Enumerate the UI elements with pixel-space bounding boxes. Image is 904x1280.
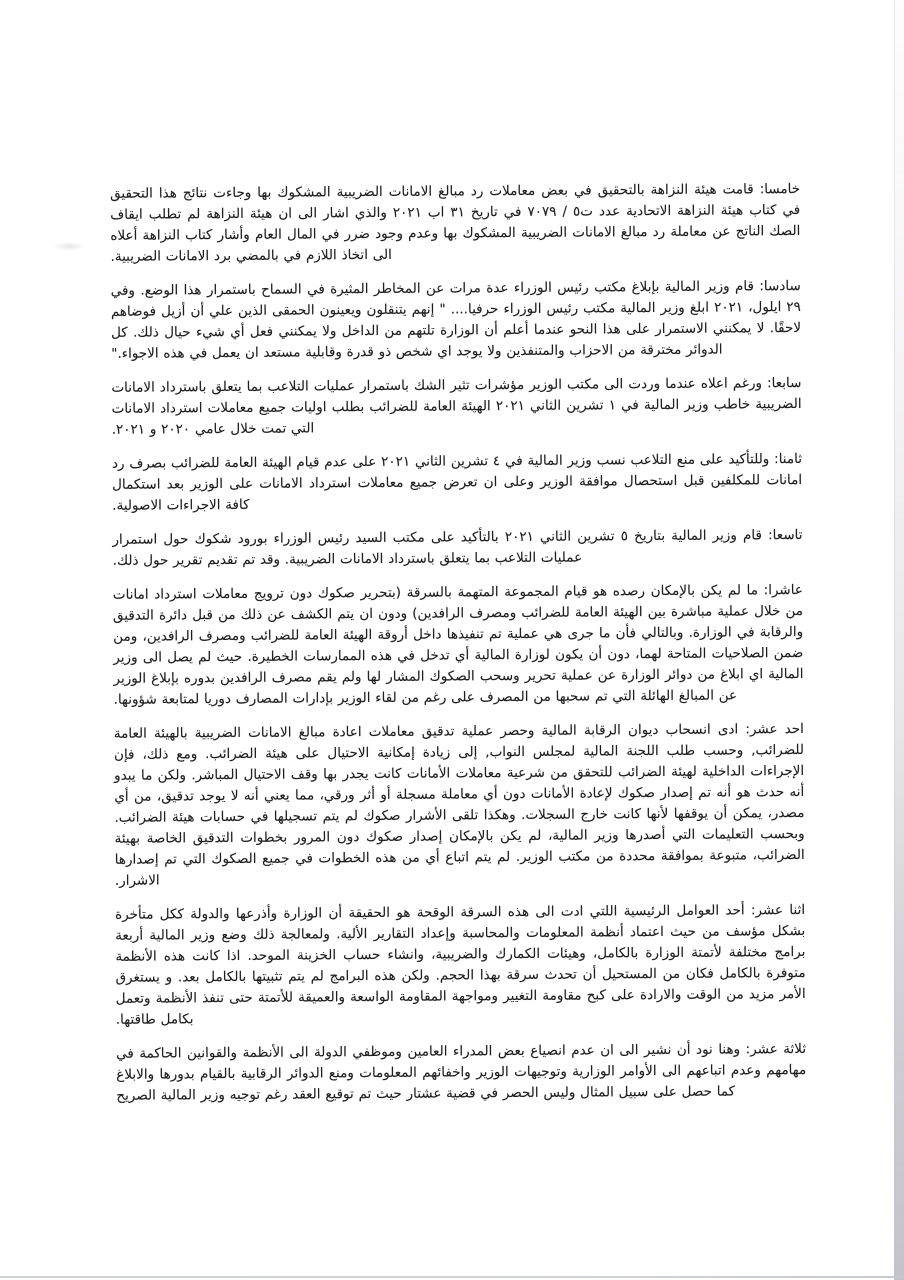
paragraph-body: وهنا نود أن نشير الى ان عدم انصياع بعض المدراء العامين وموظفي الدولة الى الأنظمة والقوانين الحاكمة في مهامهم وعدم اتباعهم الى الأوامر الوزارية وتوجيهات الوزير واخفائهم المعلومات ومنع الدوائر الرقابية بالقيام بدورها والابلاغ كما حصل على سبيل المثال وليس الحصر في قضية عشتار حيث تم توقيع العقد رغم توجيه وزير المالية الصريح [116, 1041, 807, 1104]
paragraph-number-label: خامسا: [759, 180, 801, 198]
paragraph-body: ورغم اعلاه عندما وردت الى مكتب الوزير مؤشرات تثير الشك باستمرار عمليات التلاعب بما يتعلق باسترداد الامانات الضريبية خاطب وزير المالية في ١ تشرين الثاني ٢٠٢١ الهيئة العامة للضرائب بطلب اوليات جميع معاملات استرداد الامانات التي تمت خلال عامي ٢٠٢٠ و ٢٠٢١. [111, 375, 802, 438]
paragraph-body: قامت هيئة النزاهة بالتحقيق في بعض معاملات رد مبالغ الامانات الضريبية المشكوك بها وجاءت نتائج هذا التحقيق في كتاب هيئة النزاهة الاتحادية عدد ت٥ / ٧٠٧٩ في تاريخ ٣١ اب ٢٠٢١ والذي اشار الى ان هيئة النزاهة لم تطلب ايقاف الصك الناتج عن معاملة رد مبالغ الامانات الضريبية المشكوك بها وعدم وجود ضرر في المال العام وأشار كتاب النزاهة أعلاه الى اتخاذ اللازم في بالمضي برد الامانات الضريبية. [110, 181, 801, 265]
paragraph-number-label: تاسعا: [768, 526, 803, 544]
scan-smudge-artifact [52, 242, 86, 251]
paragraph-tenth [113, 580, 804, 711]
paragraph-number-label: سابعا: [767, 374, 802, 392]
paragraph-body: ما لم يكن بالإمكان رصده هو قيام المجموعة المتهمة بالسرقة (بتحرير صكوك دون ترويج معاملات استرداد امانات من خلال عملية مباشرة بين الهيئة العامة للضرائب ومصرف الرافدين) ودون ان يتم الكشف عن ذلك من قبل دائرة التدقيق والرقابة في الوزارة. وبالتالي فأن ما جرى هي عملية تم تنفيذها داخل أروقة الهيئة العامة للضرائب ومصرف الرافدين، ومن ضمن الصلاحيات المتاحة لهما، دون أن يكون لوزارة المالية أي تدخل في هذه الممارسات الخطيرة. حيث لم يصل الى وزير المالية اي ابلاغ من دوائر الوزارة عن عملية تحرير وسحب الصكوك المشار لها ولم يقم مصرف الرافدين بدوره بإبلاغ الوزير عن المبالغ الهائلة التي تم سحبها من المصرف على رغم من لقاء الوزير بإدارات المصارف دوريا لمتابعة شؤونها. [112, 582, 804, 708]
paragraph-eighth [112, 449, 802, 517]
paragraph-ninth [112, 525, 802, 572]
page-scan-edge-right [894, 0, 904, 1280]
paragraph-number-label: ثامنا: [774, 450, 803, 468]
document-text-block [110, 179, 807, 1120]
paragraph-eleventh [114, 719, 805, 892]
paragraph-body: وللتأكيد على منع التلاعب نسب وزير المالية في ٤ تشرين الثاني ٢٠٢١ على عدم قيام الهيئة العامة للضرائب بصرف رد امانات للمكلفين قبل استحصال موافقة الوزير وعلى ان تعرض جميع معاملات استرداد الامانات على الوزير بعد استكمال كافة الاجراءات الاصولية. [111, 451, 803, 514]
paragraph-twelfth [115, 900, 806, 1031]
paragraph-number-label: ثلاثة عشر: [745, 1040, 807, 1058]
paragraph-body: ادى انسحاب ديوان الرقابة المالية وحصر عملية تدقيق معاملات اعادة مبالغ الامانات الضريبية بالهيئة العامة للضرائب, وحسب طلب اللجنة المالية لمجلس النواب, إلى زيادة إمكانية الاحتيال على هيئة الضرائب. ومع ذلك، فإن الإجراءات الداخلية لهيئة الضرائب للتحقق من شرعية معاملات الأمانات كانت يجدر بها وقف الاحتيال المباشر. ولكن ما يبدو أنه حدث هو أنه تم إصدار صكوك لإعادة الأمانات دون أي معاملة مسجلة أو أثر ورقي، مما يعني أنه لا يوجد تدقيق، من أي مصدر، يمكن أن يوقفها لأنها كانت خارج السجلات. وهكذا تلقى الأشرار صكوك لم يتم تسجيلها في حسابات هيئة الضرائب. وبحسب التعليمات التي أصدرها وزير المالية، لم يكن بالإمكان إصدار صكوك دون المرور بخطوات التدقيق الخاصة بهيئة الضرائب، متبوعة بموافقة محددة من مكتب الوزير. لم يتم اتباع أي من هذه الخطوات في جميع الصكوك التي تم إصدارها الاشرار. [113, 721, 805, 889]
paragraph-number-label: سادسا: [759, 277, 801, 295]
paragraph-seventh [111, 373, 801, 441]
paragraph-body: قام وزير المالية بتاريخ ٥ تشرين الثاني ٢٠٢١ بالتأكيد على مكتب السيد رئيس الوزراء بورود شكوك حول استمرار عمليات التلاعب بما يتعلق باسترداد الامانات الضريبية. وقد تم تقديم تقرير حول ذلك. [112, 527, 762, 569]
paragraph-body: أحد العوامل الرئيسية اللتي ادت الى هذه السرقة الوقحة هو الحقيقة أن الوزارة وأذرعها والدولة ككل متأخرة بشكل مؤسف من حيث اعتماد أنظمة المعلومات والمحاسبة وإعداد التقارير الألية. ولمعالجة ذلك وضع وزير المالية أربعة برامج مختلفة لأتمتة الوزارة بالكامل، وهيئات الكمارك والضريبية، وانشاء حساب الخزينة الموحد. اذا كانت هذه الأنظمة متوفرة بالكامل فكان من المستحيل أن تحدث سرقة بهذا الحجم. ولكن هذه البرامج لم يتم تثبيتها بالكامل بعد. و يستغرق الأمر مزيد من الوقت والارادة على كبح مقاومة التغيير ومواجهة المقاومة الواسعة والعميقة للأتمتة حتى تنفذ الأنظمة وتعمل بكامل طاقتها. [115, 902, 806, 1028]
paragraph-thirteenth [116, 1039, 806, 1107]
paragraph-sixth [111, 276, 802, 365]
paragraph-number-label: احد عشر: [745, 720, 804, 738]
page-scan-edge-bottom [0, 1276, 904, 1278]
paragraph-fifth [110, 179, 801, 268]
paragraph-number-label: عاشرا: [763, 581, 803, 599]
paragraph-body: قام وزير المالية بإبلاغ مكتب رئيس الوزراء عدة مرات عن المخاطر المثيرة في السماح باستمرار هذا الوضع. وفي ٢٩ ايلول، ٢٠٢١ ابلغ وزير المالية مكتب رئيس الوزراء حرفيا.... " إنهم يتنقلون ويعينون الحمقى الذين علي أن أزيل فوضاهم لاحقًا. لا يمكنني الاستمرار على هذا النحو عندما أعلم أن الوزارة تلتهم من الداخل ولا يمكنني فعل أي شيء حيال ذلك. كل الدوائر مخترقة من الاحزاب والمتنفذين ولا يوجد اي شخص ذو قدرة وقابلية مستعد ان يعمل في هذه الاجواء." [110, 278, 802, 362]
paragraph-number-label: اثنا عشر: [750, 901, 806, 919]
